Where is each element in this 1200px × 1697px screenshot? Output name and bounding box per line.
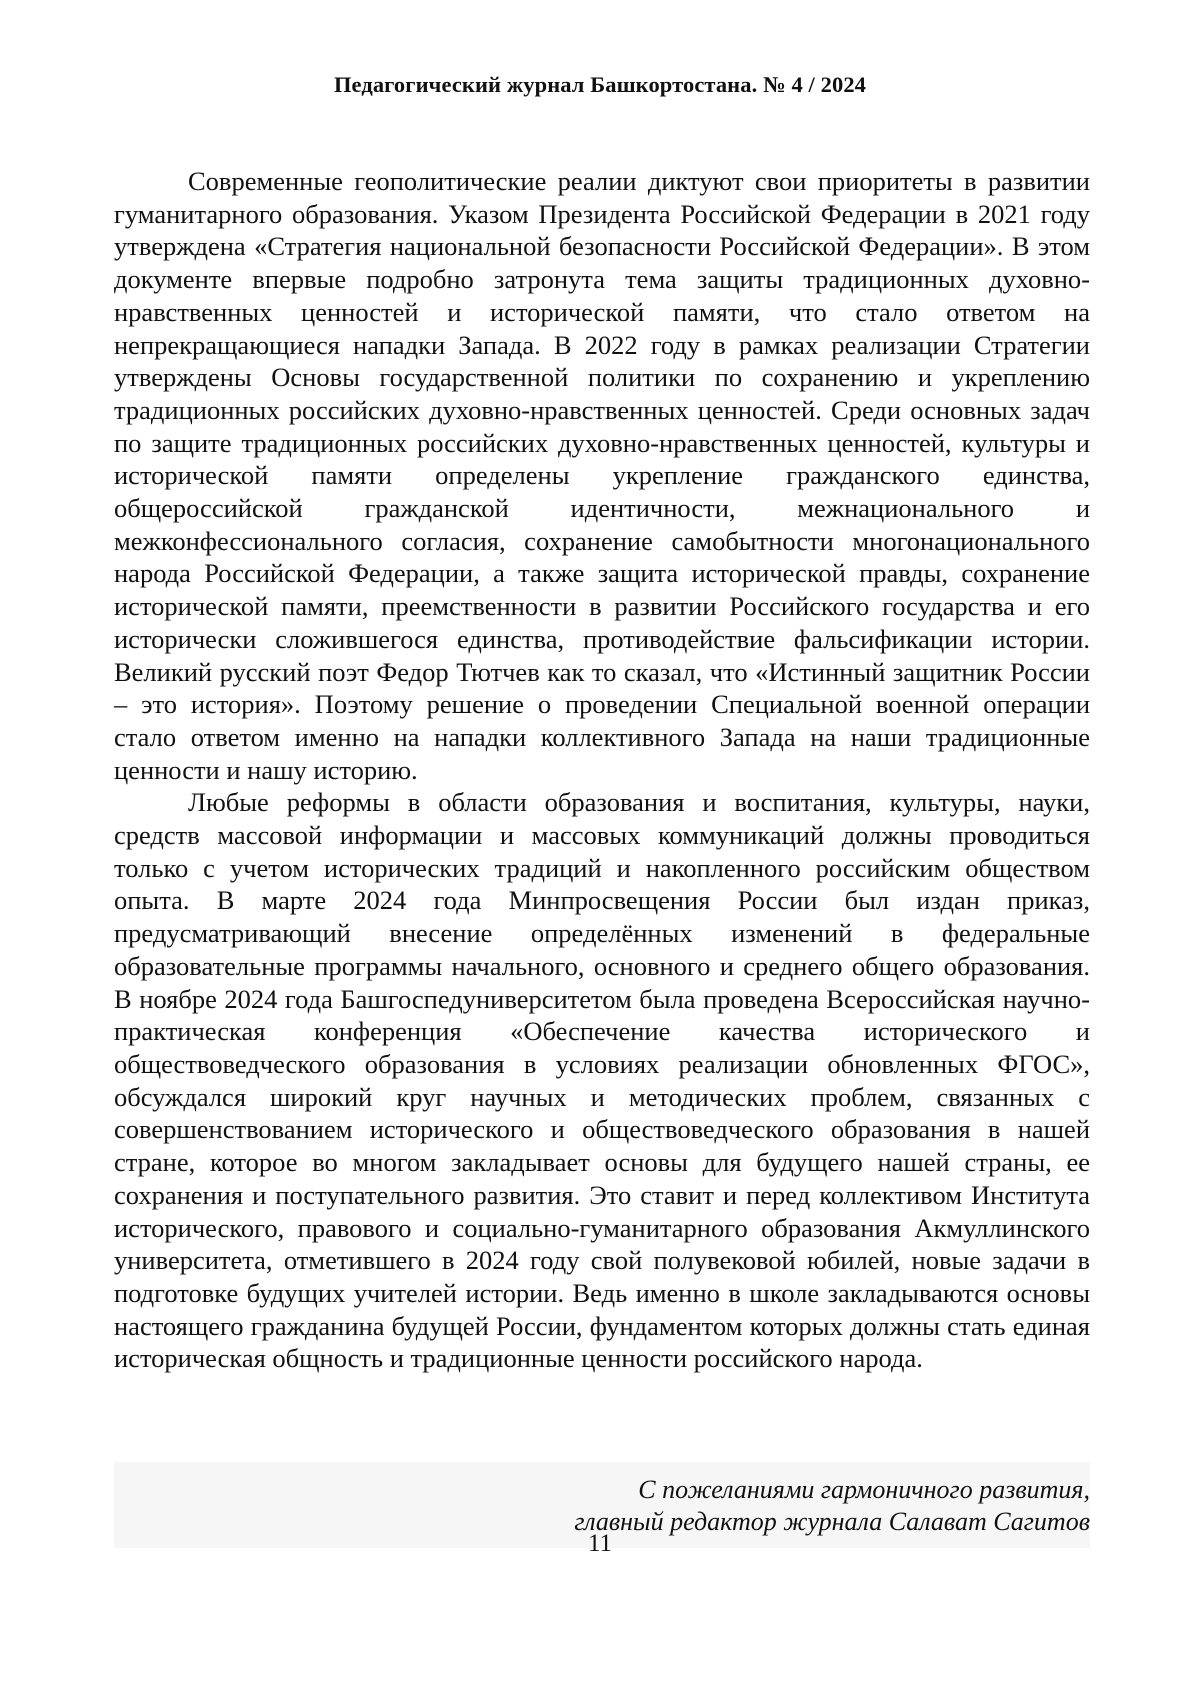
article-body [114,165,1090,1375]
paragraph-1: Современные геополитические реалии диктуют свои приоритеты в развитии гуманитарного образования. Указом Президента Российской Федерации в 2021 году утверждена «Стратегия национальной безопасности Российской Федерации». В этом документе впервые подробно затронута тема защиты традиционных духовно-нравственных ценностей и исторической памяти, что стало ответом на непрекращающиеся нападки Запада. В 2022 году в рамках реализации Стратегии утверждены Основы государственной политики по сохранению и укреплению традиционных российских духовно-нравственных ценностей. Среди основных задач по защите традиционных российских духовно-нравственных ценностей, культуры и исторической памяти определены укрепление гражданского единства, общероссийской гражданской идентичности, межнационального и межконфессионального согласия, сохранение самобытности многонационального народа Российской Федерации, а также защита исторической правды, сохранение исторической памяти, преемственности в развитии Российского государства и его исторически сложившегося единства, противодействие фальсификации истории. Великий русский поэт Федор Тютчев как то сказал, что «Истинный защитник России – это история». Поэтому решение о проведении Специальной военной операции стало ответом именно на нападки коллективного Запада на наши традиционные ценности и нашу историю. [114,165,1090,786]
paragraph-2: Любые реформы в области образования и воспитания, культуры, науки, средств массовой информации и массовых коммуникаций должны проводиться только с учетом исторических традиций и накопленного российским обществом опыта. В марте 2024 года Минпросвещения России был издан приказ, предусматривающий внесение определённых изменений в федеральные образовательные программы начального, основного и среднего общего образования. В ноябре 2024 года Башгоспедуниверситетом была проведена Всероссийская научно-практическая конференция «Обеспечение качества исторического и обществоведческого образования в условиях реализации обновленных ФГОС», обсуждался широкий круг научных и методических проблем, связанных с совершенствованием исторического и обществоведческого образования в нашей стране, которое во многом закладывает основы для будущего нашей страны, ее сохранения и поступательного развития. Это ставит и перед коллективом Института исторического, правового и социально-гуманитарного образования Акмуллинского университета, отметившего в 2024 году свой полувековой юбилей, новые задачи в подготовке будущих учителей истории. Ведь именно в школе закладываются основы настоящего гражданина будущей России, фундаментом которых должны стать единая историческая общность и традиционные ценности российского народа. [114,786,1090,1375]
journal-page [0,0,1200,1697]
signature-greeting: С пожеланиями гармоничного развития, [114,1474,1090,1506]
page-number: 11 [0,1530,1200,1558]
running-header: Педагогический журнал Башкортостана. № 4 / 2024 [0,72,1200,98]
signature-editor: главный редактор журнала Салават Сагитов [114,1506,1090,1538]
